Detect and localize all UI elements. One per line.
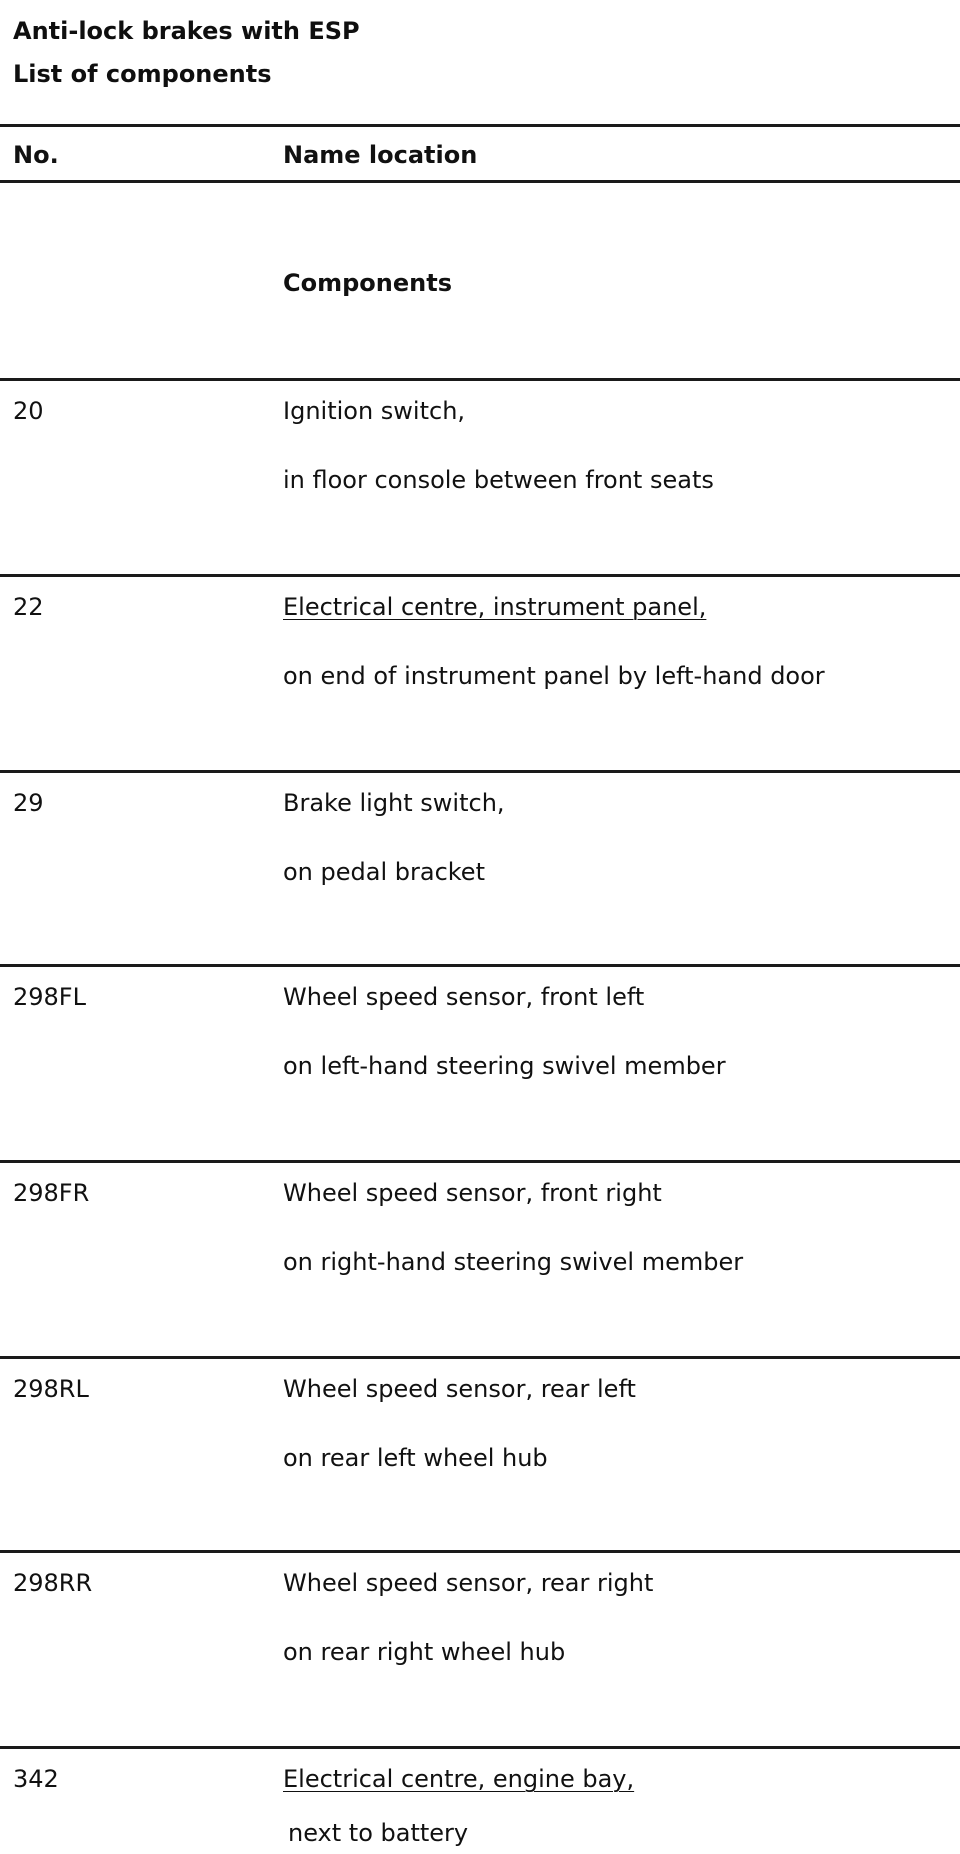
row-number: 298FL bbox=[13, 983, 86, 1011]
table-top-rule bbox=[0, 124, 960, 127]
header-bottom-rule bbox=[0, 180, 960, 183]
row-number: 342 bbox=[13, 1765, 59, 1793]
document-subtitle: List of components bbox=[13, 60, 272, 88]
header-name-location: Name location bbox=[283, 141, 478, 169]
row-location: on right-hand steering swivel member bbox=[283, 1248, 744, 1276]
row-location: on pedal bracket bbox=[283, 858, 485, 886]
row-divider bbox=[0, 1550, 960, 1553]
row-location: on left-hand steering swivel member bbox=[283, 1052, 726, 1080]
row-number: 29 bbox=[13, 789, 44, 817]
row-divider bbox=[0, 574, 960, 577]
row-location: next to battery bbox=[288, 1819, 469, 1847]
header-number: No. bbox=[13, 141, 59, 169]
row-name: Wheel speed sensor, rear left bbox=[283, 1375, 636, 1403]
row-name: Wheel speed sensor, front right bbox=[283, 1179, 662, 1207]
row-number: 20 bbox=[13, 397, 44, 425]
row-name: Electrical centre, engine bay, bbox=[283, 1765, 635, 1793]
row-name: Electrical centre, instrument panel, bbox=[283, 593, 707, 621]
row-number: 298RR bbox=[13, 1569, 93, 1597]
row-location: in floor console between front seats bbox=[283, 466, 714, 494]
row-divider bbox=[0, 1160, 960, 1163]
row-divider bbox=[0, 378, 960, 381]
row-number: 298FR bbox=[13, 1179, 90, 1207]
row-name: Wheel speed sensor, front left bbox=[283, 983, 645, 1011]
row-name: Ignition switch, bbox=[283, 397, 466, 425]
row-name: Brake light switch, bbox=[283, 789, 505, 817]
document-title: Anti-lock brakes with ESP bbox=[13, 17, 360, 45]
row-location: on rear right wheel hub bbox=[283, 1638, 566, 1666]
row-location: on end of instrument panel by left-hand door bbox=[283, 662, 825, 690]
row-number: 298RL bbox=[13, 1375, 89, 1403]
row-divider bbox=[0, 1746, 960, 1749]
row-divider bbox=[0, 964, 960, 967]
section-label-components: Components bbox=[283, 269, 452, 297]
row-location: on rear left wheel hub bbox=[283, 1444, 548, 1472]
row-divider bbox=[0, 770, 960, 773]
row-name: Wheel speed sensor, rear right bbox=[283, 1569, 654, 1597]
row-divider bbox=[0, 1356, 960, 1359]
row-number: 22 bbox=[13, 593, 44, 621]
